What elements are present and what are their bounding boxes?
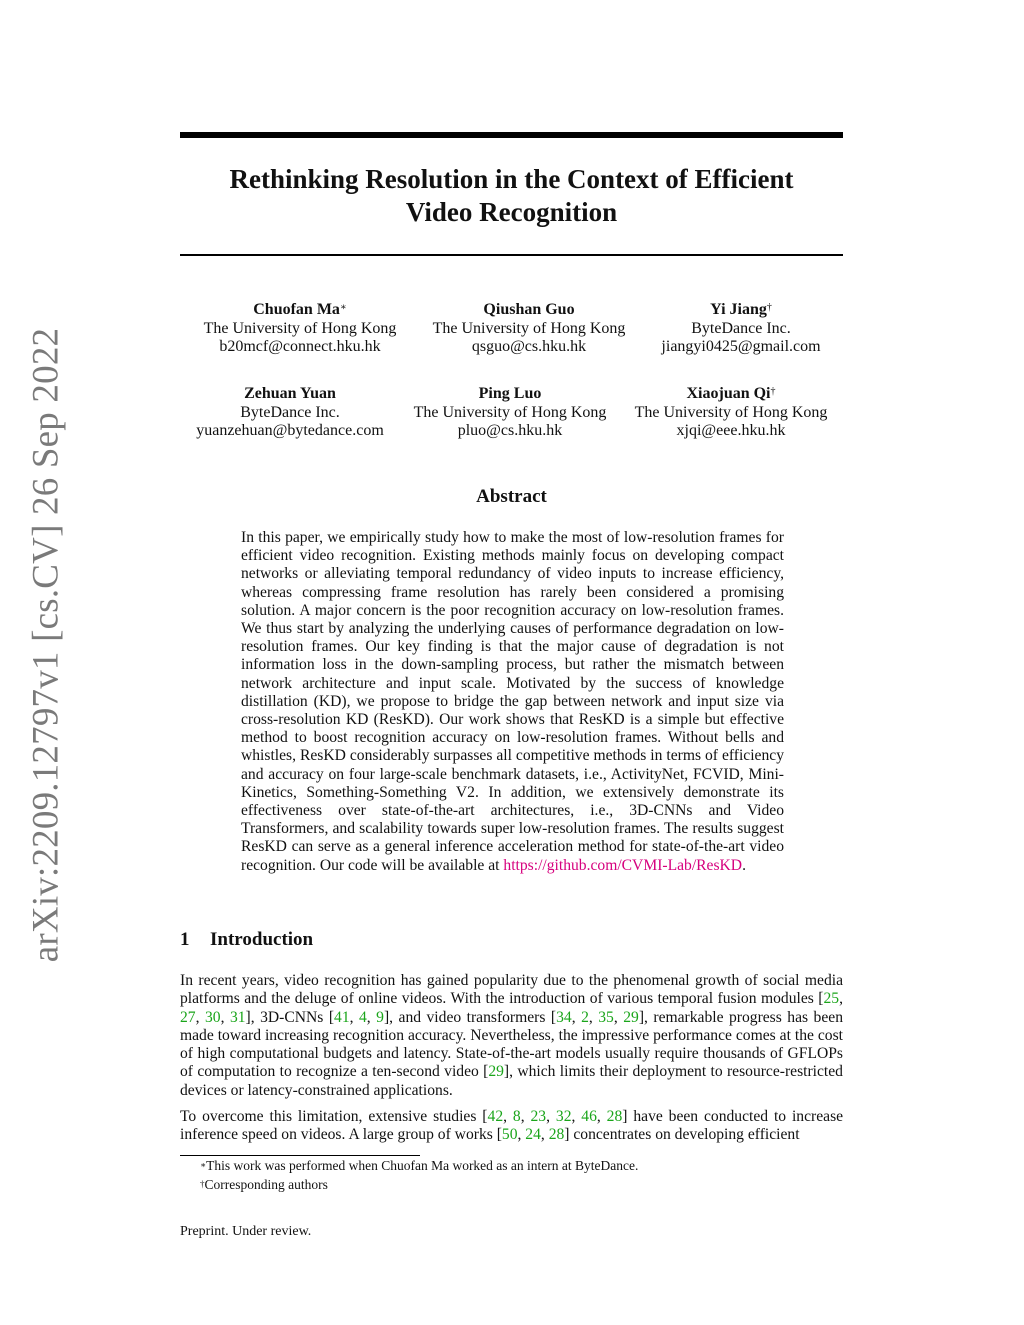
author-mark: † [766,302,772,313]
author-block [611,385,851,441]
citation[interactable]: 25 [823,990,840,1008]
citation[interactable]: 29 [488,1063,504,1081]
author-email[interactable]: xjqi@eee.hku.hk [676,422,786,439]
author-mark: ∗ [339,302,347,313]
author-affiliation: The University of Hong Kong [432,319,626,337]
citation[interactable]: 34 [556,1008,572,1026]
code-link[interactable]: https://github.com/CVMI-Lab/ResKD [503,856,743,874]
author-email[interactable]: b20mcf@connect.hku.hk [219,338,381,355]
title-top-rule [180,132,843,138]
citation[interactable]: 27 [180,1008,196,1026]
footnote-rule [180,1155,420,1156]
abstract-body: In this paper, we empirically study how to make the most of low-resolution frames for efficient video recognition. Existing methods mainly focus on developing compact networks or alleviating temporal redundancy of video inputs to increase efficiency, whereas compressing frame resolution has rarely been considered a promising solution. A major concern is the poor recognition accuracy on low-resolution frames. We thus start by analyzing the underlying causes of performance degradation on low-resolution frames. Our key finding is that the major cause of degradation is not information loss in the down-sampling process, but rather the mismatch between network architecture and input scale. Motivated by the success of knowledge distillation (KD), we propose to bridge the gap between network and input size via cross-resolution KD (ResKD). Our work shows that ResKD is a simple but effective method to boost recognition accuracy on low-resolution frames. Without bells and whistles, ResKD considerably surpasses all competitive methods in terms of efficiency and accuracy on four large-scale benchmark datasets, i.e., ActivityNet, FCVID, Mini-Kinetics, Something-Something V2. In addition, we extensively demonstrate its effectiveness over state-of-the-art architectures, i.e., 3D-CNNs and Video Transformers, and scalability towards super low-resolution frames. The results suggest ResKD can serve as a general inference acceleration method for state-of-the-art video recognition. Our code will be available at https://github.com/CVMI-Lab/ResKD. [241,529,784,874]
citation[interactable]: 35 [598,1008,614,1026]
citation[interactable]: 2 [581,1008,589,1026]
citation[interactable]: 32 [555,1108,572,1125]
author-affiliation: ByteDance Inc. [691,319,791,337]
author-name: Ping Luo [478,385,542,402]
section-number: 1 [180,929,190,950]
citation[interactable]: 24 [525,1126,541,1144]
author-email[interactable]: qsguo@cs.hku.hk [471,338,587,355]
footnote: ∗This work was performed when Chuofan Ma worked as an intern at ByteDance. [200,1158,639,1173]
author-name: Yi Jiang† [710,301,772,318]
author-name: Chuofan Ma∗ [253,301,347,318]
abstract-text: In this paper, we empirically study how to make the most of low-resolution frames for efficient video recognition. Existing methods mainly focus on developing compact networks or alleviating temporal redundancy of video inputs to increase efficiency, whereas compressing frame resolution has rarely been considered a promising solution. A major concern is the poor recognition accuracy on low-resolution frames. We thus start by analyzing the underlying causes of performance degradation on low-resolution frames. Our key finding is that the major cause of degradation is not information loss in the down-sampling process, but rather the mismatch between network architecture and input scale. Motivated by the success of knowledge distillation (KD), we propose to bridge the gap between network and input size via cross-resolution KD (ResKD). Our work shows that ResKD is a simple but effective method to boost recognition accuracy on low-resolution frames. Without bells and whistles, ResKD considerably surpasses all competitive methods in terms of efficiency and accuracy on four large-scale benchmark datasets, i.e., ActivityNet, FCVID, Mini-Kinetics, Something-Something V2. In addition, we extensively demonstrate its effectiveness over state-of-the-art architectures, i.e., 3D-CNNs and Video Transformers, and scalability towards super low-resolution frames. The results suggest ResKD can serve as a general inference acceleration method for state-of-the-art video recognition. Our code will be available at [241,529,784,874]
author-block [409,301,649,357]
footnote-mark: ∗ [200,1160,207,1170]
citation[interactable]: 30 [204,1008,221,1026]
arxiv-identifier[interactable]: arXiv:2209.12797v1 [cs.CV] 26 Sep 2022 [25,327,67,963]
citation[interactable]: 8 [512,1108,521,1125]
author-name: Qiushan Guo [483,301,575,318]
intro-paragraph-1: In recent years, video recognition has gained popularity due to the phenomenal growth of social media platforms and the deluge of online videos. With the introduction of various temporal fusion modules [25, 27, 30, 31], 3D-CNNs [41, 4, 9], and video transformers [34, 2, 35, 29], remarkable progress has been made toward increasing recognition accuracy. Nevertheless, the impressive performance comes at the cost of high computational budgets and latency. State-of-the-art models usually require thousands of GFLOPs of computation to recognize a ten-second video [29], which limits their deployment to resource-restricted devices or latency-constrained applications. [180,972,843,1099]
author-name: Zehuan Yuan [244,385,336,402]
footnote-mark: † [200,1179,205,1189]
title-line-1: Rethinking Resolution in the Context of Efficient [229,164,794,194]
citation[interactable]: 29 [623,1008,639,1026]
paper-title [180,163,843,229]
citation[interactable]: 28 [548,1126,565,1144]
author-affiliation: ByteDance Inc. [240,403,340,421]
intro-paragraph-2: To overcome this limitation, extensive studies [42, 8, 23, 32, 46, 28] have been conducted to increase inference speed on videos. A large group of works [50, 24, 28] concentrates on developing efficient [180,1108,844,1144]
author-affiliation: The University of Hong Kong [203,319,397,337]
citation[interactable]: 23 [530,1108,547,1125]
author-email[interactable]: jiangyi0425@gmail.com [661,338,821,355]
title-line-2: Video Recognition [405,197,618,227]
citation[interactable]: 28 [606,1108,623,1125]
citation[interactable]: 50 [501,1126,518,1144]
author-affiliation: The University of Hong Kong [634,403,828,421]
footnote: †Corresponding authors [200,1177,328,1192]
title-bottom-rule [180,254,843,256]
author-mark: † [770,386,776,397]
author-affiliation: The University of Hong Kong [413,403,607,421]
author-email[interactable]: pluo@cs.hku.hk [457,422,563,439]
author-block [621,301,861,357]
citation[interactable]: 31 [229,1008,246,1026]
author-block [180,301,420,357]
author-email[interactable]: yuanzehuan@bytedance.com [196,422,384,439]
abstract-heading: Abstract [476,486,547,507]
author-block [170,385,410,441]
section-heading [180,929,313,951]
section-title: Introduction [210,929,314,950]
citation[interactable]: 41 [334,1008,350,1026]
author-block [390,385,630,441]
citation[interactable]: 4 [358,1008,367,1026]
citation[interactable]: 46 [581,1108,597,1125]
preprint-notice: Preprint. Under review. [180,1224,312,1239]
citation[interactable]: 42 [487,1108,504,1125]
author-name: Xiaojuan Qi† [686,385,776,402]
citation[interactable]: 9 [376,1008,384,1026]
